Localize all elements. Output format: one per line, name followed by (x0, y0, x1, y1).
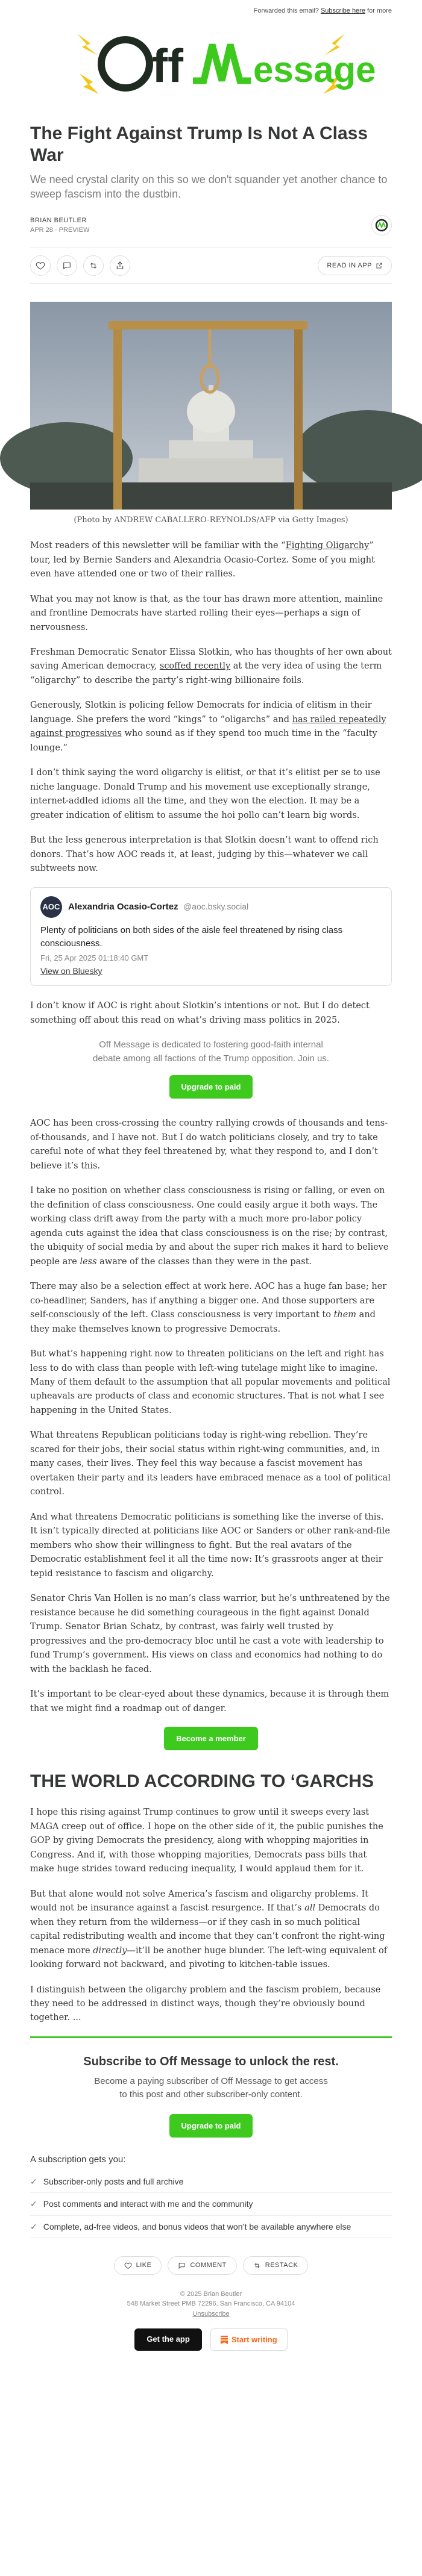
paragraph: AOC has been cross-crossing the country rallying crowds of thousands and tens-of-thousands, and I have not. But I do watch politicians closely, and try to take careful note of what they feel threatened by, what they respond to, and I don’t believe it’s this. (30, 1118, 388, 1171)
publication-logo[interactable] (30, 20, 392, 117)
article-body (30, 539, 392, 2026)
bluesky-post-text: Plenty of politicians on both sides of the aisle feel threatened by rising class consciousness. (40, 925, 343, 949)
heart-icon (124, 2262, 132, 2269)
like-bottom-button[interactable]: LIKE (114, 2256, 162, 2275)
bluesky-handle: @aoc.bsky.social (183, 901, 249, 911)
external-link-icon (376, 262, 383, 269)
hero-image[interactable] (30, 302, 392, 510)
logo-ff-text: ff (152, 39, 183, 92)
restack-icon (89, 261, 98, 270)
author-name[interactable]: BRIAN BEUTLER (30, 216, 87, 224)
forward-bar (0, 0, 422, 20)
bluesky-embed[interactable] (30, 887, 392, 987)
fighting-oligarchy-link[interactable]: Fighting Oligarchy (285, 541, 370, 551)
post-action-bar (30, 248, 392, 284)
paragraph: But what’s happening right now to threaten politicians on the left and right has less to do with class than people with left-wing tutelage might like to imagine. Many of them default to the assumption that all popular movements and political upheavals are products of class and economic structures. That is not what I see happening in the United States. (30, 1349, 391, 1415)
subscribe-here-link[interactable]: Subscribe here (320, 7, 365, 14)
paragraph: I take no position on whether class consciousness is rising or falling, or even on the definition of class consciousness. One could easily argue it both ways. The working class drift away from the party with a much more pro-labor policy agenda cuts against the idea that class consciousness is on the rise; by contrast, the ubiquity of social media by and about the super rich makes it hard to believe people are less aware of the classes than they were in the past. (30, 1186, 389, 1267)
share-icon (115, 261, 125, 270)
comment-button[interactable] (57, 255, 77, 276)
footer (30, 2289, 392, 2319)
read-in-app-label: READ IN APP (327, 261, 372, 269)
paywall-divider (30, 2036, 392, 2038)
perks-list (30, 2171, 392, 2238)
post-date: APR 28 (30, 226, 53, 234)
forward-prefix: Forwarded this email? (253, 7, 319, 14)
get-the-app-button[interactable]: Get the app (134, 2328, 202, 2351)
share-button[interactable] (110, 255, 130, 276)
paragraph: Generously, Slotkin is policing fellow Democrats for indicia of elitism in their language. She prefers the word “kings” to “oligarchs” and has railed repeatedly against progressives who sound as if they spend too much time in the “faculty lounge.” (30, 700, 386, 753)
comment-icon (62, 261, 72, 270)
paragraph: Senator Chris Van Hollen is no man’s class warrior, but he’s unthreatened by the resistance because he did something courageous in the fight against Donald Trump. Senator Brian Schatz, by contrast, was fairly well trusted by progressives and the pro-democracy bloc until he cast a vote with leadership to fund Trump’s government. His views on class and economics had nothing to do with the backlash he faced. (30, 1594, 390, 1674)
preview-link[interactable]: PREVIEW (58, 226, 90, 234)
bluesky-post-date: Fri, 25 Apr 2025 01:18:40 GMT (40, 953, 149, 963)
byline (30, 215, 392, 235)
paragraph: But that alone would not solve America’s fascism and oligarchy problems. It would not be insurance against a fascist resurgence. If that’s all Democrats do when they return from the wilderness—or if they cash in so much political capital redistributing wealth and income that they can’t confront the right-wing menace more directly—it’ll be another huge blunder. The left-wing equivalent of looking forward not backward, and pivoting to kitchen-table issues. (30, 1889, 388, 1970)
check-icon: ✓ (30, 2176, 37, 2186)
bluesky-author-name: Alexandria Ocasio-Cortez (68, 901, 178, 912)
paywall-text: Become a paying subscriber of Off Message to get access to this post and other subscriber-only content. (94, 2075, 328, 2100)
view-on-bluesky-link[interactable]: View on Bluesky (40, 966, 102, 976)
list-item: ✓ Subscriber-only posts and full archive (30, 2171, 392, 2193)
perks-title: A subscription gets you: (30, 2154, 126, 2165)
paywall-upgrade-button[interactable]: Upgrade to paid (169, 2114, 253, 2138)
copyright: © 2025 Brian Beutler (180, 2290, 242, 2298)
paragraph: And what threatens Democratic politicians is something like the inverse of this. It isn’t typically directed at politicians like AOC or Sanders or other rank-and-file members who show their willingness to fight. But the real avatars of the Democratic establishment feel it all the time now: It’s grassroots anger at their tepid resistance to fascism and oligarchy. (30, 1512, 390, 1579)
bottom-action-bar (30, 2256, 392, 2275)
post-meta: APR 28 · PREVIEW (30, 226, 90, 234)
paragraph: What threatens Republican politicians today is right-wing rebellion. They’re scared for their jobs, their social status within right-wing communities, and, in many cases, their lives. They feel this way because a fascist movement has overtaken their party and its leaders have embraced menace as a tool of political control. (30, 1430, 391, 1497)
read-in-app-button[interactable] (318, 256, 392, 275)
start-writing-button[interactable]: Start writing (210, 2328, 288, 2351)
list-item: ✓ Post comments and interact with me and the community (30, 2193, 392, 2215)
paragraph: There may also be a selection effect at work here. AOC has a huge fan base; her co-headliner, Sanders, has if anything a bigger one. And those supporters are self-consciously of the left. Class consciousness is very important to them and they make themselves known to progressive Democrats. (30, 1282, 387, 1334)
publication-avatar[interactable] (371, 215, 392, 235)
post-title[interactable]: The Fight Against Trump Is Not A Class War (30, 123, 368, 165)
substack-icon (221, 2336, 228, 2344)
upgrade-to-paid-button[interactable]: Upgrade to paid (169, 1075, 253, 1099)
unsubscribe-link[interactable]: Unsubscribe (192, 2310, 230, 2318)
paragraph: I don’t know if AOC is right about Slotkin’s intentions or not. But I do detect something off about this read on what’s driving mass politics in 2025. (30, 1001, 370, 1025)
app-promo-row (30, 2328, 392, 2369)
paragraph: I hope this rising against Trump continues to grow until it sweeps every last MAGA creep out of office. I hope on the other side of it, the public punishes the GOP by giving Democrats the presidency, along with whopping majorities in Congress. And if, with those whopping majorities, Democrats pass bills that make huge strides toward reducing inequality, I would applaud them for it. (30, 1807, 383, 1874)
paragraph: Most readers of this newsletter will be familiar with the “Fighting Oligarchy” tour, led by Bernie Sanders and Alexandria Ocasio-Cortez. Some of you might even have attended one or two of their rallies. (30, 541, 375, 579)
scoffed-recently-link[interactable]: scoffed recently (159, 661, 231, 672)
comment-bottom-button[interactable]: COMMENT (168, 2256, 236, 2275)
section-heading: THE WORLD ACCORDING TO ‘GARCHS (30, 1771, 374, 1792)
avatar: AOC (40, 896, 62, 918)
heart-icon (36, 261, 45, 270)
forward-suffix: for more (367, 7, 392, 14)
comment-icon (178, 2262, 186, 2269)
like-button[interactable] (30, 255, 51, 276)
restack-bottom-button[interactable]: RESTACK (243, 2256, 309, 2275)
image-caption: (Photo by ANDREW CABALLERO-REYNOLDS/AFP via Getty Images) (74, 515, 348, 525)
paywall-title: Subscribe to Off Message to unlock the rest. (83, 2054, 339, 2068)
paragraph: It’s important to be clear-eyed about these dynamics, because it is through them that we might find a roadmap out of danger. (30, 1689, 389, 1714)
restack-button[interactable] (83, 255, 104, 276)
paragraph: Freshman Democratic Senator Elissa Slotkin, who has thoughts of her own about saving American democracy, scoffed recently at the very idea of using the term “oligarchy” to describe the party’s right-wing billionaire foils. (30, 647, 392, 685)
become-a-member-button[interactable]: Become a member (164, 1727, 258, 1750)
paragraph: What you may not know is that, as the tour has drawn more attention, mainline and frontline Democrats have started rolling their eyes—perhaps a sign of nervousness. (30, 594, 383, 632)
restack-icon (253, 2262, 261, 2269)
paragraph: But the less generous interpretation is that Slotkin doesn’t want to offend rich donors. That’s how AOC reads it, at least, judging by this—whatever we call subtweets now. (30, 835, 379, 874)
check-icon: ✓ (30, 2221, 37, 2231)
logo-essage-text: essage (253, 49, 376, 90)
address: 548 Market Street PMB 72296, San Francisco, CA 94104 (127, 2300, 295, 2308)
promo-text: Off Message is dedicated to fostering good-faith internal debate among all factions of the Trump opposition. Join us. (93, 1040, 329, 1064)
list-item: ✓ Complete, ad-free videos, and bonus videos that won’t be available anywhere else (30, 2216, 392, 2238)
check-icon: ✓ (30, 2199, 37, 2209)
railed-against-progressives-link[interactable]: has railed repeatedly against progressives (30, 714, 386, 739)
paragraph: I distinguish between the oligarchy problem and the fascism problem, because they need to be addressed in distinct ways, though they’re obviously bound together. ... (30, 1985, 381, 2023)
paragraph: I don’t think saying the word oligarchy is elitist, or that it’s elitist per se to use niche language. Donald Trump and his movement use exceptionally strange, internet-addled idioms all the time, and they won the election. It may be a greater indication of elitism to assume the hoi pollo can’t learn big words. (30, 768, 380, 820)
post-subtitle: We need crystal clarity on this so we don't squander yet another chance to sweep fascism into the dustbin. (30, 173, 388, 201)
